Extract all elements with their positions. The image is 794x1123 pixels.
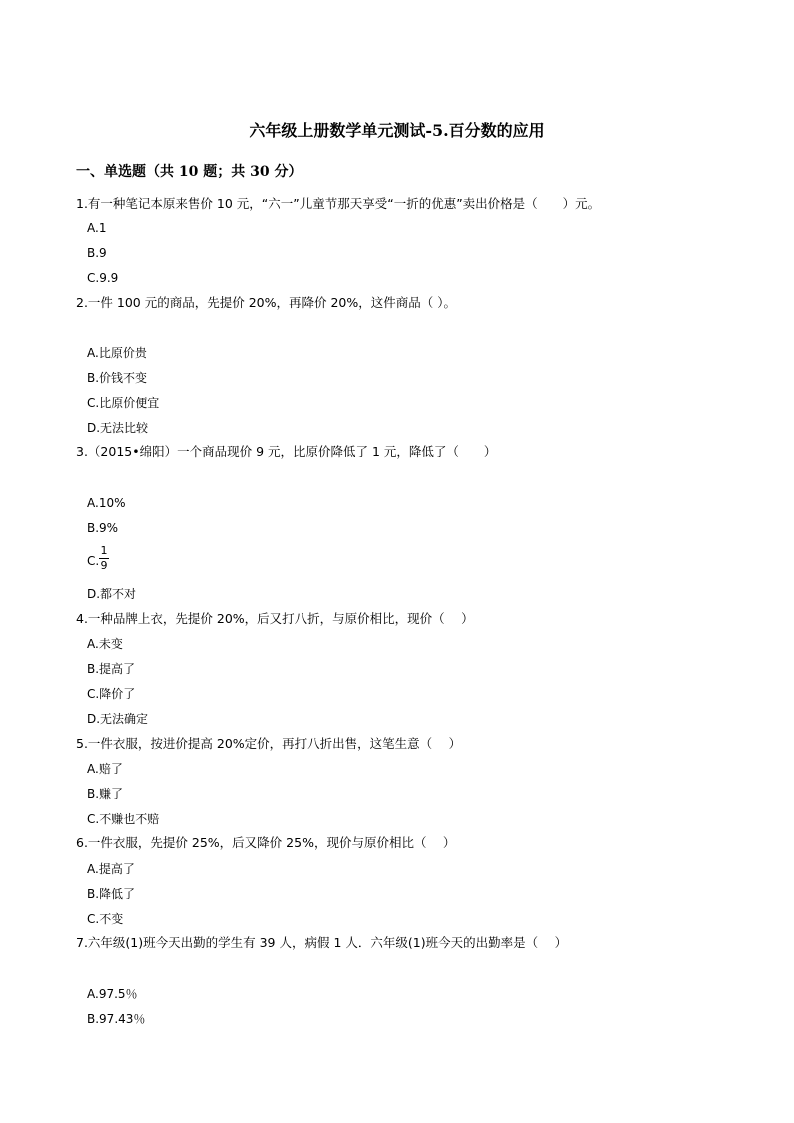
- fraction-denominator: 9: [100, 559, 108, 572]
- question-7: 7.六年级(1)班今天出勤的学生有 39 人，病假 1 人．六年级(1)班今天的出勤率是（ ）: [76, 935, 568, 950]
- q7-option-a: A.97.5％: [87, 987, 138, 1001]
- q5-option-b: B.赚了: [87, 787, 124, 801]
- page-title: 六年级上册数学单元测试-5.百分数的应用: [249, 121, 545, 140]
- q1-option-b: B.9: [87, 246, 107, 260]
- q6-option-b: B.降低了: [87, 887, 136, 901]
- q3-option-c: C.: [87, 554, 100, 568]
- q5-option-c: C.不赚也不赔: [87, 812, 160, 826]
- fraction-numerator: 1: [100, 544, 108, 557]
- question-4: 4.一种品牌上衣，先提价 20%，后又打八折，与原价相比，现价（ ）: [76, 611, 474, 626]
- q3-option-a: A.10%: [87, 496, 126, 510]
- q3-option-d: D.都不对: [87, 587, 137, 601]
- q3-option-c-fraction: [99, 545, 109, 572]
- q2-option-c: C.比原价便宜: [87, 396, 160, 410]
- question-3: 3.（2015•绵阳）一个商品现价 9 元，比原价降低了 1 元，降低了（ ）: [76, 444, 497, 459]
- question-2: 2.一件 100 元的商品，先提价 20%，再降价 20%，这件商品（ ）。: [76, 295, 456, 310]
- q4-option-d: D.无法确定: [87, 712, 149, 726]
- q1-option-c: C.9.9: [87, 271, 119, 285]
- q4-option-b: B.提高了: [87, 662, 136, 676]
- question-1: 1.有一种笔记本原来售价 10 元，“六一”儿童节那天享受“一折的优惠”卖出价格是（ ）元。: [76, 196, 601, 211]
- question-6: 6.一件衣服，先提价 25%，后又降价 25%，现价与原价相比（ ）: [76, 835, 456, 850]
- question-5: 5.一件衣服，按进价提高 20%定价，再打八折出售，这笔生意（ ）: [76, 736, 462, 751]
- q2-option-d: D.无法比较: [87, 421, 149, 435]
- q7-option-b: B.97.43％: [87, 1012, 146, 1026]
- q3-option-b: B.9%: [87, 521, 119, 535]
- q2-option-a: A.比原价贵: [87, 346, 147, 360]
- q2-option-b: B.价钱不变: [87, 371, 148, 385]
- q4-option-c: C.降价了: [87, 687, 136, 701]
- section-heading: 一、单选题（共 10 题；共 30 分）: [76, 164, 303, 180]
- q4-option-a: A.未变: [87, 637, 123, 651]
- q6-option-a: A.提高了: [87, 862, 135, 876]
- q1-option-a: A.1: [87, 221, 107, 235]
- q5-option-a: A.赔了: [87, 762, 123, 776]
- q6-option-c: C.不变: [87, 912, 124, 926]
